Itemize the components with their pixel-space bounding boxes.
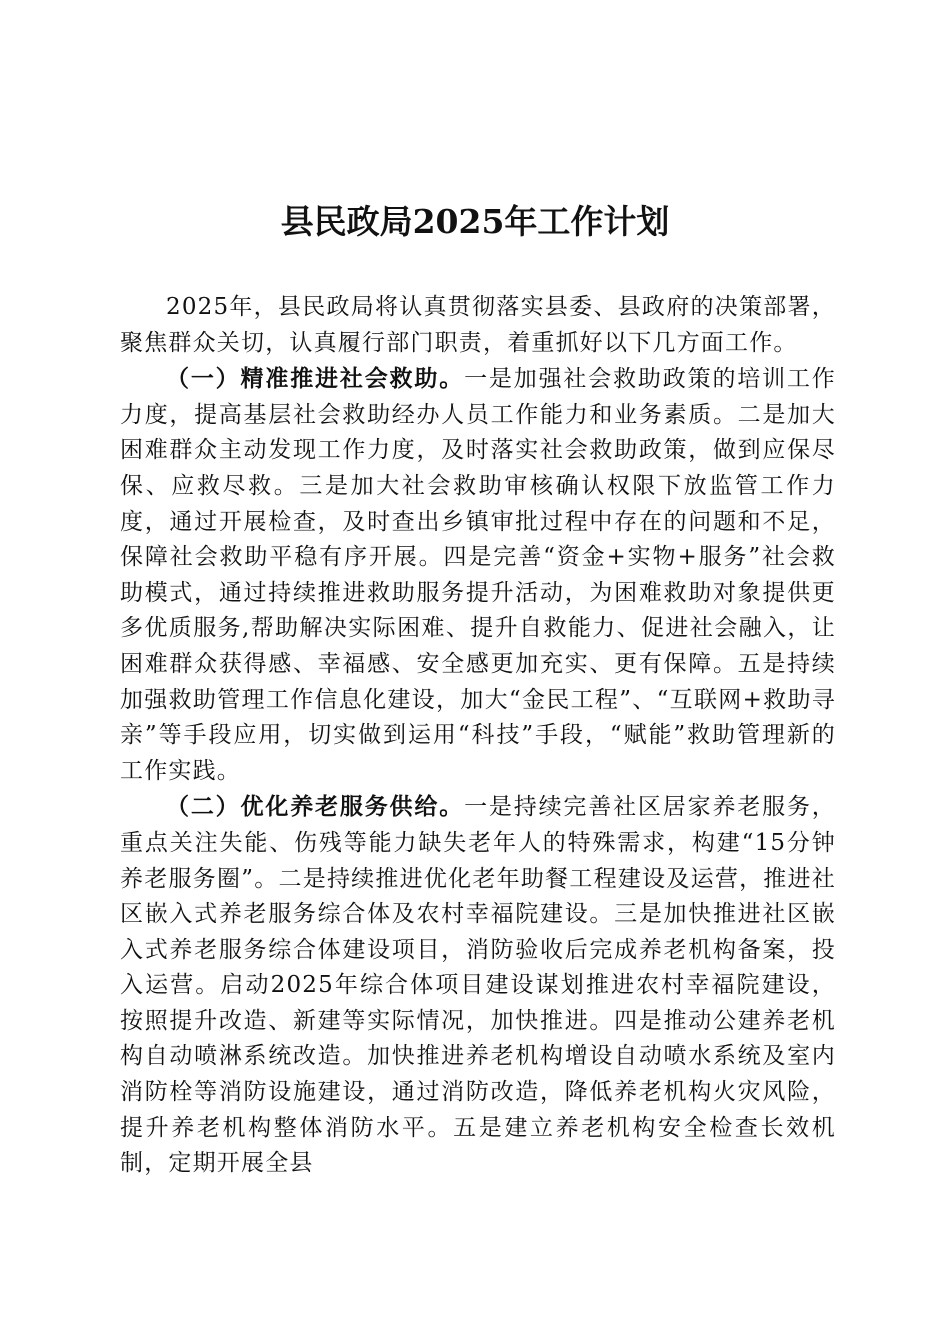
section-heading-2: （二）优化养老服务供给。 <box>166 793 465 821</box>
section-paragraph-1 <box>120 361 836 789</box>
section-text-1: 一是加强社会救助政策的培训工作力度，提高基层社会救助经办人员工作能力和业务素质。二是加大困难群众主动发现工作力度，及时落实社会救助政策，做到应保尽保、应救尽救。三是加大社会救助审核确认权限下放监管工作力度，通过开展检查，及时查出乡镇审批过程中存在的问题和不足，保障社会救助平稳有序开展。四是完善“资金+实物+服务”社会救助模式，通过持续推进救助服务提升活动，为困难救助对象提供更多优质服务,帮助解决实际困难、提升自救能力、促进社会融入，让困难群众获得感、幸福感、安全感更加充实、更有保障。五是持续加强救助管理工作信息化建设，加大“金民工程”、“互联网+救助寻亲”等手段应用，切实做到运用“科技”手段，“赋能”救助管理新的工作实践。 <box>120 366 836 784</box>
section-text-2: 一是持续完善社区居家养老服务，重点关注失能、伤残等能力缺失老年人的特殊需求，构建“15分钟养老服务圈”。二是持续推进优化老年助餐工程建设及运营，推进社区嵌入式养老服务综合体及农村幸福院建设。三是加快推进社区嵌入式养老服务综合体建设项目，消防验收后完成养老机构备案，投入运营。启动2025年综合体项目建设谋划推进农村幸福院建设，按照提升改造、新建等实际情况，加快推进。四是推动公建养老机构自动喷淋系统改造。加快推进养老机构增设自动喷水系统及室内消防栓等消防设施建设，通过消防改造，降低养老机构火灾风险，提升养老机构整体消防水平。五是建立养老机构安全检查长效机制，定期开展全县 <box>120 794 836 1177</box>
document-title: 县民政局2025年工作计划 <box>280 202 670 241</box>
section-paragraph-2 <box>120 789 836 1182</box>
section-heading-1: （一）精准推进社会救助。 <box>166 365 465 393</box>
intro-paragraph: 2025年，县民政局将认真贯彻落实县委、县政府的决策部署，聚焦群众关切，认真履行部门职责，着重抓好以下几方面工作。 <box>120 294 836 356</box>
document-body <box>120 290 836 1182</box>
